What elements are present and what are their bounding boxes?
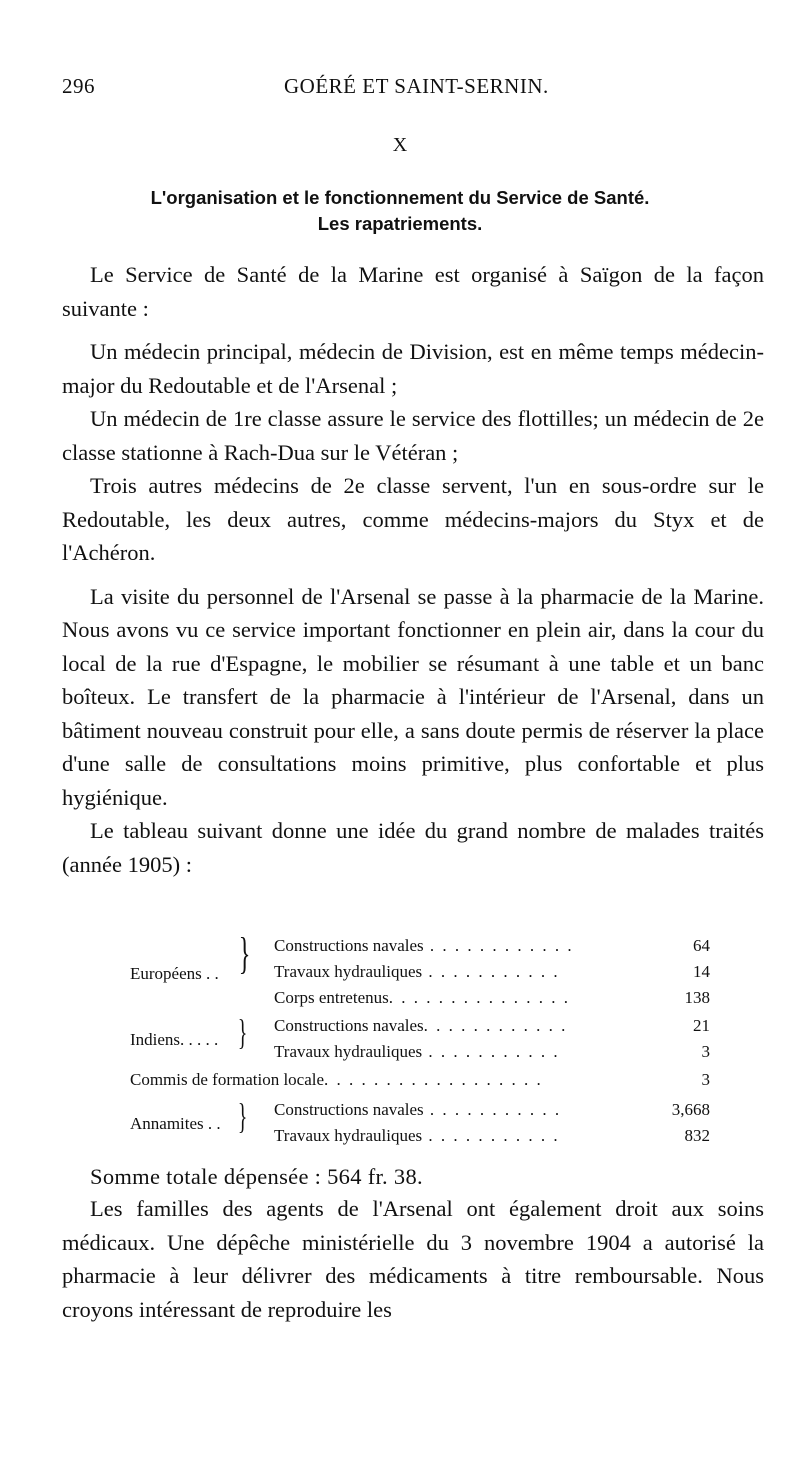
paragraph-5: La visite du personnel de l'Arsenal se passe à la pharmacie de la Marine. Nous avons vu ce service important fonctionner en plein air, dans la cour du local de la rue d'Espagne, le mobilier se résumant à une table et un banc boîteux. Le transfert de la pharmacie à l'intérieur de l'Arsenal, dans un bâtiment nouveau construit pour elle, a sans doute permis de réserver la place d'une salle de consultations moins primitive, plus confortable et plus hygiénique. (62, 583, 764, 810)
row-leader-dots: . . . . . . . . . . . (422, 1126, 560, 1145)
row-label: Travaux hydrauliques (274, 962, 423, 981)
brace-indiens: } (237, 1012, 248, 1052)
page-number: 296 (62, 74, 95, 98)
paragraph-6: Le tableau suivant donne une idée du grand nombre de malades traités (année 1905) : (62, 818, 764, 877)
row-leader-dots: . . . . . . . . . . . . (423, 1016, 568, 1035)
row-label: Corps entretenus (274, 988, 389, 1007)
row-leader-dots: . . . . . . . . . . . . . . . (388, 988, 570, 1007)
row-leader-dots: . . . . . . . . . . . . (423, 936, 574, 955)
group-label-europeens: Européens . . (130, 964, 219, 983)
row-value: 64 (693, 936, 710, 955)
paragraph-1: Le Service de Santé de la Marine est organisé à Saïgon de la façon suivante : (62, 262, 764, 321)
paragraph-2: Un médecin principal, médecin de Division, est en même temps médecin-major du Redoutable et de l'Arsenal ; (62, 339, 764, 398)
page-header (62, 74, 760, 104)
table-row (130, 1016, 730, 1040)
table-row (130, 936, 730, 960)
section-title-line-1: L'organisation et le fonctionnement du Service de Santé. (150, 187, 650, 208)
table-row (130, 1126, 730, 1150)
row-leader-dots: . . . . . . . . . . . (423, 1100, 562, 1119)
brace-annamites: } (237, 1096, 248, 1136)
group-label-annamites: Annamites . . (130, 1114, 221, 1133)
table-row (130, 1100, 730, 1124)
row-leader-dots: . . . . . . . . . . . . . . . . . . (324, 1070, 543, 1089)
section-number: X (392, 134, 408, 156)
row-label: Constructions navales (274, 936, 424, 955)
row-value: 832 (684, 1126, 710, 1145)
paragraph-4: Trois autres médecins de 2e classe servent, l'un en sous-ordre sur le Redoutable, les deux autres, comme médecins-majors du Styx et de l'Achéron. (62, 473, 764, 565)
table-row (130, 988, 730, 1012)
paragraph-3: Un médecin de 1re classe assure le service des flottilles; un médecin de 2e classe stationne à Rach-Dua sur le Vétéran ; (62, 406, 764, 465)
row-value: 14 (693, 962, 710, 981)
row-label: Commis de formation locale (130, 1070, 325, 1089)
table-row (130, 1042, 730, 1066)
paragraph-7: Les familles des agents de l'Arsenal ont également droit aux soins médicaux. Une dépêche ministérielle du 3 novembre 1904 a autorisé la pharmacie à leur délivrer des médicaments à titre remboursable. Nous croyons intéressant de reproduire les (62, 1196, 764, 1322)
row-label: Travaux hydrauliques (274, 1042, 423, 1061)
row-value: 3 (701, 1042, 710, 1061)
row-leader-dots: . . . . . . . . . . . (422, 1042, 560, 1061)
row-value: 3 (701, 1070, 710, 1089)
running-title: GOÉRÉ ET SAINT-SERNIN. (284, 74, 549, 98)
brace-europeens: } (238, 929, 251, 978)
total-expense: Somme totale dépensée : 564 fr. 38. (90, 1164, 423, 1189)
body-text-top (62, 258, 764, 881)
group-label-indiens: Indiens. . . . . (130, 1030, 219, 1049)
table-row (130, 1070, 730, 1094)
row-label: Travaux hydrauliques (274, 1126, 423, 1145)
row-value: 3,668 (671, 1100, 710, 1119)
body-text-bottom (62, 1192, 764, 1326)
table-row (130, 962, 730, 986)
section-title-line-2: Les rapatriements. (317, 213, 483, 234)
row-value: 138 (684, 988, 710, 1007)
row-label: Constructions navales (274, 1016, 424, 1035)
row-label: Constructions navales (274, 1100, 424, 1119)
row-leader-dots: . . . . . . . . . . . (422, 962, 560, 981)
section-title (0, 185, 800, 237)
row-value: 21 (693, 1016, 710, 1035)
